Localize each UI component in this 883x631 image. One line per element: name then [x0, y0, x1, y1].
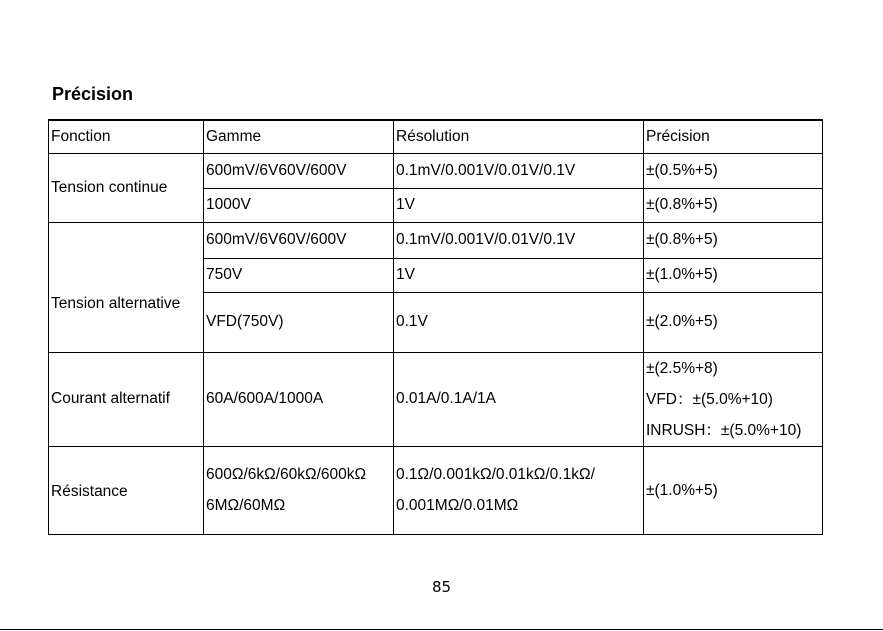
range-cell: 750V: [204, 258, 394, 292]
section-title: Précision: [52, 84, 134, 104]
table-row: [49, 352, 823, 446]
range-cell: 600mV/6V60V/600V: [204, 153, 394, 188]
accuracy-cell: ±(1.0%+5): [644, 258, 823, 292]
header-accuracy: Précision: [644, 120, 823, 153]
header-function: Fonction: [49, 120, 204, 153]
accuracy-cell: ±(2.0%+5): [644, 292, 823, 352]
page-number: 85: [431, 578, 452, 596]
resolution-line: 0.1Ω/0.001kΩ/0.01kΩ/0.1kΩ/: [396, 466, 595, 483]
function-resistance: Résistance: [49, 446, 204, 534]
resolution-cell: 1V: [394, 188, 644, 222]
accuracy-line: ±(1.0%+5): [646, 481, 718, 499]
resolution-cell: 0.1mV/0.001V/0.01V/0.1V: [394, 222, 644, 258]
function-ac-current: Courant alternatif: [49, 352, 204, 446]
precision-table: [48, 119, 823, 535]
resolution-cell: 0.1mV/0.001V/0.01V/0.1V: [394, 153, 644, 188]
accuracy-cell: [644, 352, 823, 446]
range-cell: 60A/600A/1000A: [204, 352, 394, 446]
resolution-line: 0.001MΩ/0.01MΩ: [396, 497, 519, 514]
range-line: 600Ω/6kΩ/60kΩ/600kΩ: [206, 466, 367, 483]
accuracy-cell: ±(0.8%+5): [644, 188, 823, 222]
accuracy-line: INRUSH：±(5.0%+10): [646, 421, 802, 439]
range-line: 6MΩ/60MΩ: [206, 497, 286, 514]
accuracy-line: ±(2.5%+8): [646, 359, 718, 377]
resolution-cell: [394, 446, 644, 534]
resolution-cell: 0.1V: [394, 292, 644, 352]
accuracy-cell: [644, 446, 823, 534]
table-row: [49, 153, 823, 188]
resolution-cell: 0.01A/0.1A/1A: [394, 352, 644, 446]
bottom-divider: [0, 629, 883, 630]
range-cell: [204, 446, 394, 534]
accuracy-cell: ±(0.5%+5): [644, 153, 823, 188]
function-dc-voltage: Tension continue: [49, 153, 204, 222]
range-cell: 600mV/6V60V/600V: [204, 222, 394, 258]
table-row: [49, 446, 823, 534]
header-range: Gamme: [204, 120, 394, 153]
table-row: [49, 222, 823, 258]
resolution-cell: 1V: [394, 258, 644, 292]
range-cell: 1000V: [204, 188, 394, 222]
accuracy-cell: ±(0.8%+5): [644, 222, 823, 258]
header-resolution: Résolution: [394, 120, 644, 153]
range-cell: VFD(750V): [204, 292, 394, 352]
table-header-row: [49, 120, 823, 153]
accuracy-line: VFD：±(5.0%+10): [646, 390, 773, 408]
function-ac-voltage: Tension alternative: [49, 222, 204, 352]
